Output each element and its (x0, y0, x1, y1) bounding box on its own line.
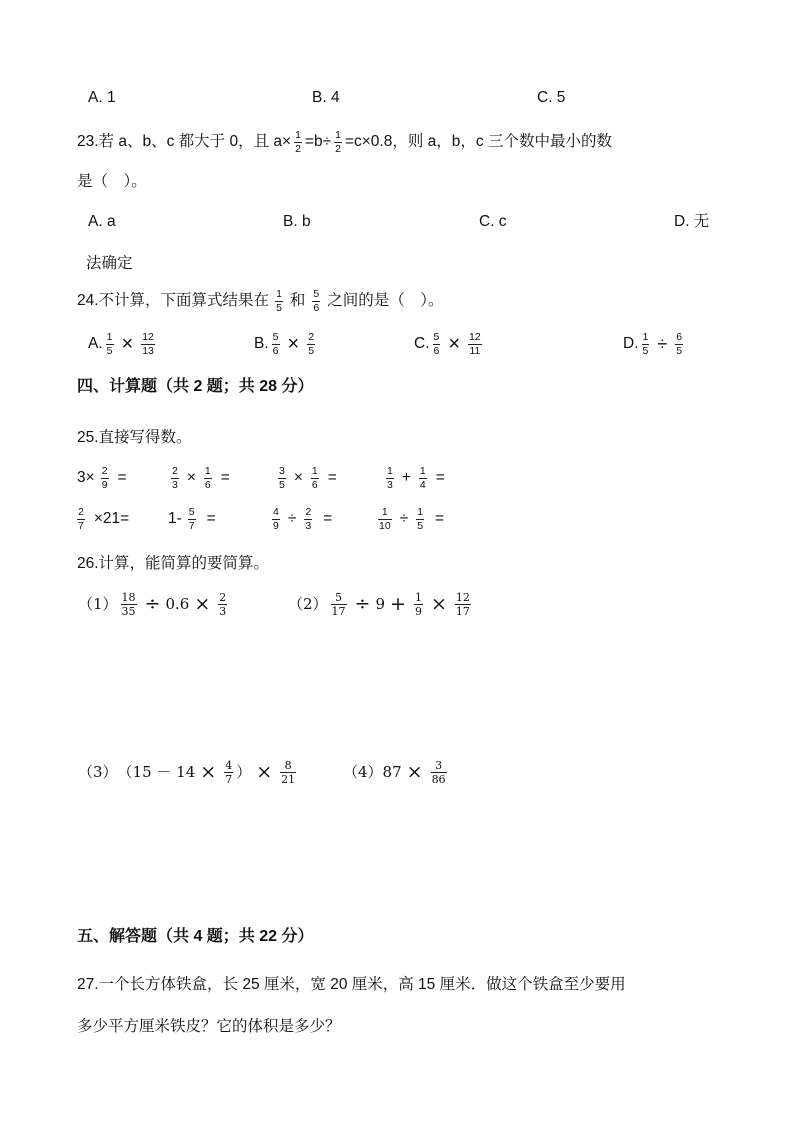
q23-option-b: B. b (283, 213, 311, 230)
q23-fraction-1: $\frac{1}{2}$ (295, 129, 301, 155)
operator: + (390, 593, 406, 615)
fraction: $\frac{12}{17}$ (455, 591, 470, 618)
q23-stem (77, 130, 612, 154)
fraction: $\frac{12}{13}$ (142, 331, 154, 357)
equals: = (117, 469, 127, 487)
expr-number: 87 (382, 763, 402, 781)
expr-text: ×21= (93, 510, 130, 528)
part-label: （2） (288, 595, 328, 613)
q24-option-c (414, 332, 485, 356)
equals: = (206, 510, 216, 528)
q25-item-5 (74, 507, 129, 531)
fraction: $\frac{4}{9}$ (273, 506, 279, 532)
q25-item-6 (168, 507, 216, 531)
operator: × (186, 469, 196, 487)
q24-option-d (623, 332, 686, 356)
fraction: $\frac{1}{6}$ (311, 465, 318, 491)
q24-option-a (88, 332, 158, 356)
q25-title: 25.直接写得数。 (77, 429, 192, 446)
q23-mid: =b÷ (304, 133, 332, 151)
fraction: $\frac{8}{21}$ (281, 759, 296, 786)
operator: × (121, 333, 134, 355)
fraction: $\frac{5}{6}$ (272, 331, 279, 357)
operator: ÷ (399, 510, 409, 528)
operator: ÷ (354, 593, 371, 615)
q26-title: 26.计算，能简算的要简算。 (77, 555, 270, 572)
equals: = (435, 469, 445, 487)
fraction: $\frac{5}{7}$ (188, 506, 195, 532)
operator: × (293, 469, 303, 487)
operator: × (194, 593, 211, 615)
q23-option-a: A. a (88, 213, 116, 230)
expr-number: 0.6 (165, 595, 190, 613)
q26-part-2 (288, 592, 474, 617)
fraction: $\frac{4}{7}$ (225, 759, 233, 786)
operator: ÷ (657, 334, 668, 354)
fraction: $\frac{2}{5}$ (308, 331, 315, 357)
section-5-heading: 五、解答题（共 4 题；共 22 分） (77, 928, 314, 945)
fraction: $\frac{5}{6}$ (433, 331, 440, 357)
fraction: $\frac{1}{5}$ (417, 506, 424, 532)
q25-item-4 (383, 466, 445, 490)
q23-stem-line2: 是（ ）。 (77, 173, 147, 190)
q24-fraction-2: $\frac{5}{6}$ (313, 288, 320, 314)
part-label: （3） (78, 763, 118, 781)
operator: × (287, 333, 300, 355)
q24-option-d-label: D. (623, 335, 639, 353)
q25-item-3 (275, 466, 337, 490)
q23-suffix: =c×0.8，则 a，b，c 三个数中最小的数 (344, 133, 612, 151)
fraction: $\frac{1}{5}$ (642, 331, 649, 357)
q25-item-7 (269, 507, 332, 531)
q27-line-1: 27.一个长方体铁盒，长 25 厘米，宽 20 厘米，高 15 厘米．做这个铁盒至少要用 (77, 976, 626, 993)
fraction: $\frac{5}{17}$ (331, 591, 346, 618)
equals: = (220, 469, 230, 487)
q25-item-8 (375, 507, 444, 531)
fraction: $\frac{6}{5}$ (676, 331, 683, 357)
part-label: （1） (78, 595, 118, 613)
operator: + (401, 469, 411, 487)
fraction: $\frac{1}{6}$ (204, 465, 211, 491)
q25-item-1 (77, 466, 127, 490)
fraction: $\frac{3}{5}$ (279, 465, 285, 491)
q24-and: 和 (289, 292, 306, 310)
fraction: $\frac{12}{11}$ (469, 331, 481, 357)
q24-fraction-1: $\frac{1}{5}$ (276, 288, 282, 314)
fraction: $\frac{18}{35}$ (121, 591, 136, 618)
q26-part-1 (78, 592, 230, 617)
fraction: $\frac{2}{7}$ (78, 506, 84, 532)
equals: = (327, 469, 337, 487)
operator: ÷ (287, 510, 297, 528)
q24-prefix: 24.不计算，下面算式结果在 (77, 292, 270, 310)
part-label: （4） (343, 763, 383, 781)
fraction: $\frac{1}{9}$ (414, 591, 422, 618)
q24-option-c-label: C. (414, 335, 430, 353)
expr-number: 9 (375, 595, 386, 613)
operator: × (448, 333, 461, 355)
expr-text: （15 － 14 (117, 763, 196, 781)
q23-prefix: 23.若 a、b、c 都大于 0，且 a× (77, 133, 292, 151)
operator: × (430, 593, 447, 615)
fraction: $\frac{2}{3}$ (305, 506, 312, 532)
q27-line-2: 多少平方厘米铁皮？它的体积是多少？ (77, 1018, 341, 1035)
section-4-heading: 四、计算题（共 2 题；共 28 分） (77, 378, 314, 395)
fraction: $\frac{1}{10}$ (379, 506, 391, 532)
q23-option-c: C. c (479, 213, 507, 230)
expr-text: 1- (168, 510, 182, 528)
q22-option-a: A. 1 (88, 89, 116, 106)
q23-option-d-wrap: 法确定 (86, 255, 133, 272)
q24-option-b (254, 332, 318, 356)
q25-item-2 (168, 466, 230, 490)
equals: = (435, 510, 445, 528)
operator: × (406, 761, 423, 783)
q26-part-4 (343, 760, 450, 785)
operator: × (200, 761, 217, 783)
operator: ÷ (144, 593, 161, 615)
q24-option-a-label: A. (88, 335, 103, 353)
fraction: $\frac{1}{4}$ (419, 465, 426, 491)
q22-option-c: C. 5 (537, 89, 566, 106)
expr-text: 3× (77, 469, 95, 487)
fraction: $\frac{3}{86}$ (431, 759, 446, 786)
fraction: $\frac{2}{9}$ (101, 465, 108, 491)
operator: × (256, 761, 273, 783)
fraction: $\frac{2}{3}$ (219, 591, 227, 618)
fraction: $\frac{2}{3}$ (172, 465, 178, 491)
fraction: $\frac{1}{5}$ (106, 331, 113, 357)
q24-option-b-label: B. (254, 335, 269, 353)
q23-fraction-2: $\frac{1}{2}$ (335, 129, 341, 155)
q24-suffix: 之间的是（ ）。 (327, 292, 444, 310)
q23-option-d: D. 无 (674, 213, 710, 230)
equals: = (323, 510, 333, 528)
q22-option-b: B. 4 (312, 89, 340, 106)
q24-stem (77, 289, 444, 313)
expr-text: ） (236, 763, 252, 781)
fraction: $\frac{1}{3}$ (387, 465, 393, 491)
q26-part-3 (78, 760, 299, 785)
